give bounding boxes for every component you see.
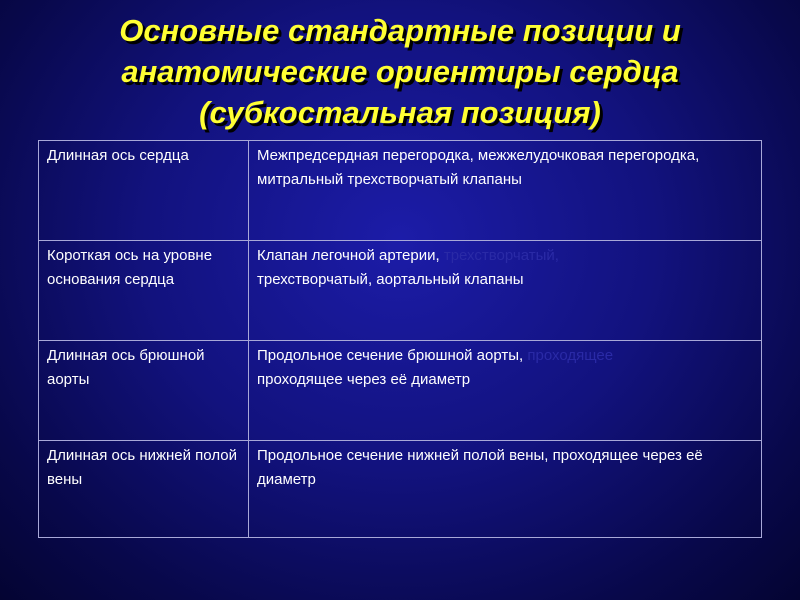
position-cell: Длинная ось нижней полой вены (39, 441, 249, 538)
landmarks-text: Межпредсердная перегородка, межжелудочковая перегородка, митральный трехстворчатый клапаны (257, 147, 700, 188)
landmarks-continuation-text: трехстворчатый, аортальный клапаны (257, 271, 524, 288)
position-cell: Длинная ось брюшной аорты (39, 341, 249, 441)
table-row (39, 241, 762, 341)
landmarks-text: Продольное сечение брюшной аорты, (257, 347, 524, 364)
positions-table (38, 140, 762, 538)
table-row (39, 441, 762, 538)
title-line-1: Основные стандартные позиции и (119, 13, 681, 48)
table-row (39, 141, 762, 241)
title-line-3: (субкостальная позиция) (199, 95, 601, 130)
landmarks-text: Клапан легочной артерии, (257, 247, 440, 264)
position-cell: Короткая ось на уровне основания сердца (39, 241, 249, 341)
landmarks-cell (249, 241, 762, 341)
landmarks-faint-text: проходящее (527, 347, 614, 364)
landmarks-cell (249, 341, 762, 441)
landmarks-faint-text: трехстворчатый, (443, 247, 559, 264)
landmarks-cell (249, 441, 762, 538)
title-line-2: анатомические ориентиры сердца (121, 54, 679, 89)
landmarks-text: Продольное сечение нижней полой вены, проходящее через её диаметр (257, 447, 703, 488)
landmarks-continuation-text: проходящее через её диаметр (257, 371, 471, 388)
table-row (39, 341, 762, 441)
position-cell: Длинная ось сердца (39, 141, 249, 241)
landmarks-cell (249, 141, 762, 241)
slide-title (0, 10, 800, 133)
